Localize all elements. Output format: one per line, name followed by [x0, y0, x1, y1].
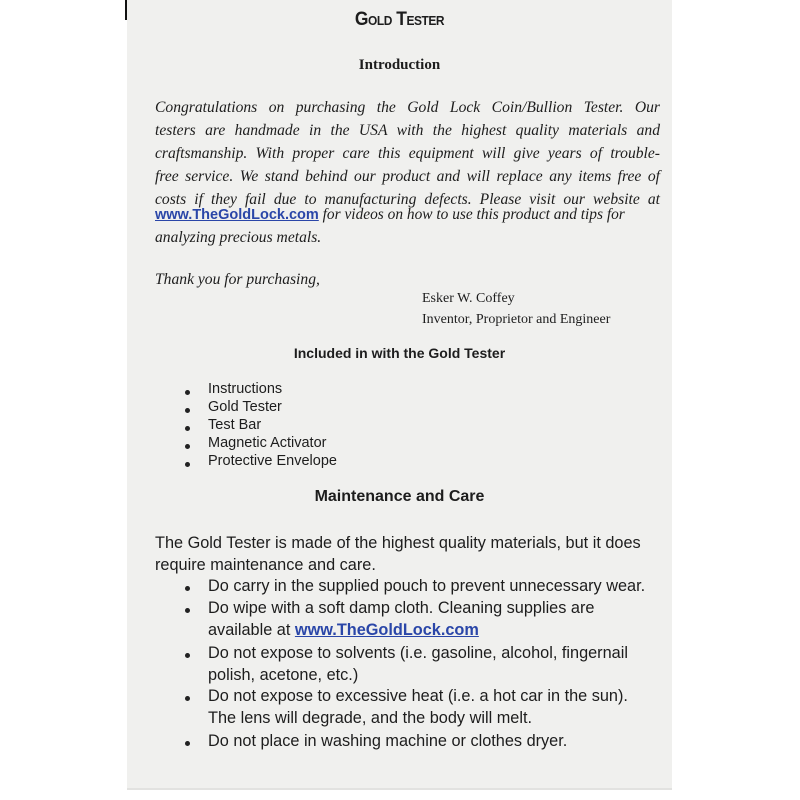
list-item: Magnetic Activator [208, 435, 327, 451]
included-heading: Included in with the Gold Tester [293, 345, 506, 361]
intro-line: Congratulations on purchasing the Gold Lock Coin/Bullion Tester. Our [155, 99, 660, 116]
intro-line: testers are handmade in the USA with the highest quality materials and [155, 122, 660, 139]
list-item-text: available at [208, 621, 295, 639]
bullet-icon [185, 586, 190, 591]
intro-line: free service. We stand behind our product and will replace any items free of [155, 168, 660, 185]
bullet-icon [185, 608, 190, 613]
bullet-icon [185, 426, 190, 431]
introduction-heading: Introduction [358, 57, 441, 73]
bullet-icon [185, 741, 190, 746]
bullet-icon [185, 390, 190, 395]
maintenance-intro-line: The Gold Tester is made of the highest quality materials, but it does [155, 534, 641, 552]
bullet-icon [185, 653, 190, 658]
list-item: Do not expose to solvents (i.e. gasoline, alcohol, fingernail [208, 644, 628, 662]
list-item: Gold Tester [208, 399, 282, 415]
list-item: Instructions [208, 381, 283, 397]
intro-line: costs if they fail due to manufacturing defects. Please visit our website at [155, 191, 660, 208]
list-item: Do not expose to excessive heat (i.e. a hot car in the sun). [208, 687, 628, 705]
list-item: Protective Envelope [208, 453, 337, 469]
bullet-icon [185, 462, 190, 467]
bullet-icon [185, 408, 190, 413]
intro-line: analyzing precious metals. [155, 229, 322, 246]
list-item: Do carry in the supplied pouch to prevent unnecessary wear. [208, 577, 646, 595]
signature-title: Inventor, Proprietor and Engineer [422, 312, 611, 327]
list-item-continued [208, 621, 479, 640]
intro-line: craftsmanship. With proper care this equipment will give years of trouble- [155, 145, 660, 162]
closing-line: Thank you for purchasing, [155, 271, 320, 288]
signature-name: Esker W. Coffey [422, 291, 515, 306]
bullet-icon [185, 444, 190, 449]
document-title: Gold Tester [354, 9, 445, 30]
bullet-icon [185, 696, 190, 701]
intro-link-line [155, 206, 660, 224]
maintenance-intro-line: require maintenance and care. [155, 556, 376, 574]
list-item: Do wipe with a soft damp cloth. Cleaning supplies are [208, 599, 595, 617]
list-item: Test Bar [208, 417, 262, 433]
website-link[interactable]: www.TheGoldLock.com [155, 207, 319, 223]
intro-line: for videos on how to use this product and tips for [318, 206, 625, 223]
list-item-continued: polish, acetone, etc.) [208, 666, 359, 684]
document-page [127, 0, 672, 790]
website-link[interactable]: www.TheGoldLock.com [294, 621, 479, 639]
maintenance-heading: Maintenance and Care [314, 488, 485, 505]
list-item: Do not place in washing machine or clothes dryer. [208, 732, 568, 750]
list-item-continued: The lens will degrade, and the body will melt. [208, 709, 532, 727]
